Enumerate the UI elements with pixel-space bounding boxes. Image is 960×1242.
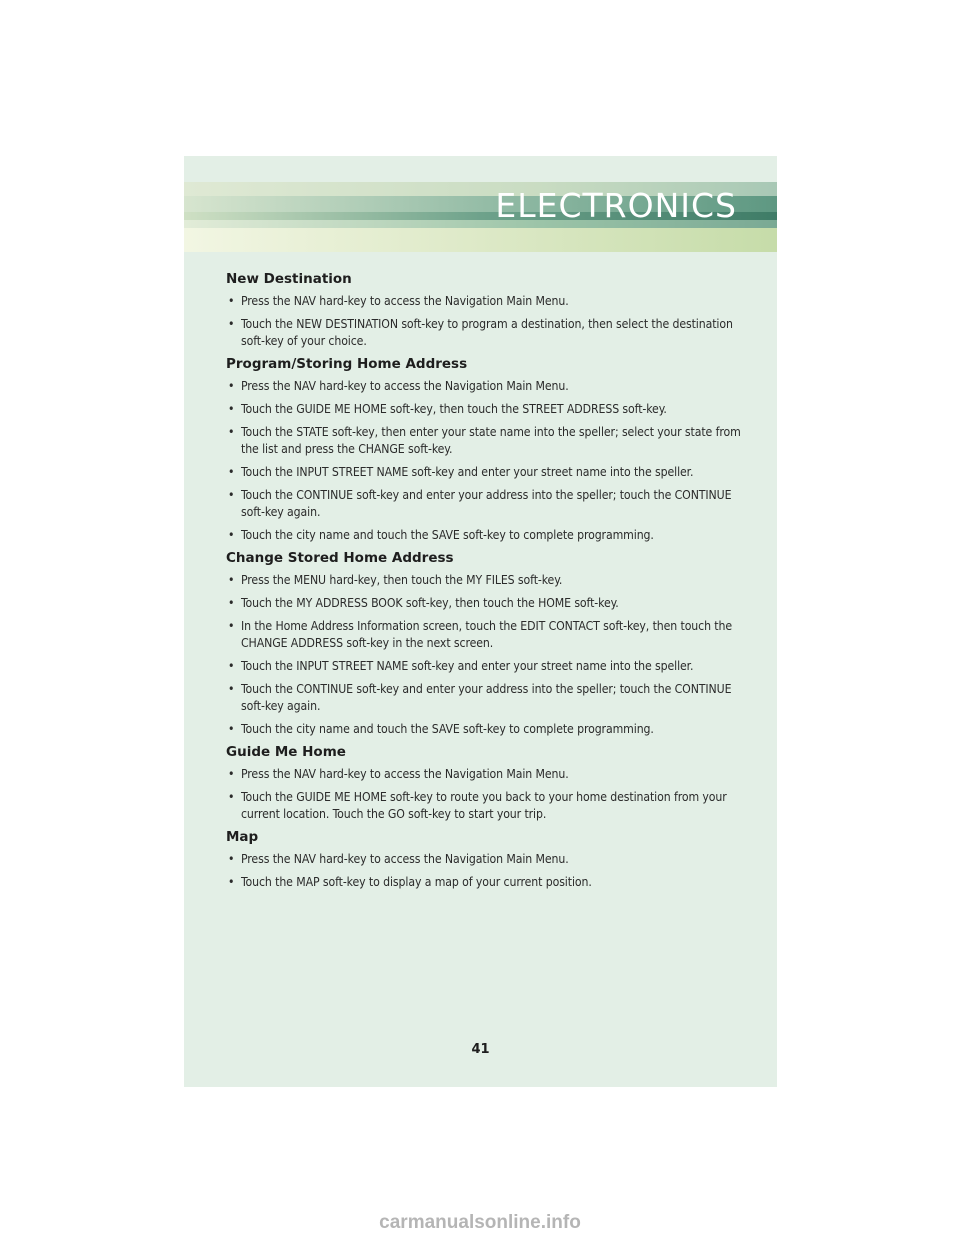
section-new-destination [226, 271, 746, 350]
list-item: • Touch the INPUT STREET NAME soft-key and enter your street name into the speller. [226, 464, 746, 481]
list-item: • In the Home Address Information screen, touch the EDIT CONTACT soft-key, then touch the CHANGE ADDRESS soft-key in the next screen. [226, 618, 746, 652]
section-guide-me-home [226, 744, 746, 823]
bullet-list [226, 572, 746, 738]
list-item: • Press the NAV hard-key to access the Navigation Main Menu. [226, 851, 746, 868]
section-map [226, 829, 746, 891]
page-number: 41 [471, 1042, 490, 1057]
list-item: • Touch the CONTINUE soft-key and enter your address into the speller; touch the CONTINUE soft-key again. [226, 681, 746, 715]
section-heading: Change Stored Home Address [226, 550, 454, 566]
bullet-list [226, 293, 746, 350]
list-item: • Touch the GUIDE ME HOME soft-key, then touch the STREET ADDRESS soft-key. [226, 401, 746, 418]
content [226, 267, 746, 897]
list-item: • Press the MENU hard-key, then touch the MY FILES soft-key. [226, 572, 746, 589]
list-item: • Touch the MY ADDRESS BOOK soft-key, then touch the HOME soft-key. [226, 595, 746, 612]
bullet-list [226, 766, 746, 823]
section-heading: Guide Me Home [226, 744, 346, 760]
list-item: • Touch the CONTINUE soft-key and enter your address into the speller; touch the CONTINUE soft-key again. [226, 487, 746, 521]
list-item: • Press the NAV hard-key to access the Navigation Main Menu. [226, 293, 746, 310]
section-heading: New Destination [226, 271, 352, 287]
list-item: • Press the NAV hard-key to access the Navigation Main Menu. [226, 378, 746, 395]
header-band [184, 228, 777, 252]
bullet-list [226, 851, 746, 891]
list-item: • Touch the city name and touch the SAVE soft-key to complete programming. [226, 721, 746, 738]
list-item: • Touch the INPUT STREET NAME soft-key and enter your street name into the speller. [226, 658, 746, 675]
list-item: • Press the NAV hard-key to access the Navigation Main Menu. [226, 766, 746, 783]
bullet-list [226, 378, 746, 544]
section-change-home-address [226, 550, 746, 738]
list-item: • Touch the city name and touch the SAVE soft-key to complete programming. [226, 527, 746, 544]
list-item: • Touch the STATE soft-key, then enter your state name into the speller; select your state from the list and press the CHANGE soft-key. [226, 424, 746, 458]
section-heading: Program/Storing Home Address [226, 356, 468, 372]
section-title: ELECTRONICS [495, 186, 737, 225]
section-program-home-address [226, 356, 746, 544]
list-item: • Touch the NEW DESTINATION soft-key to program a destination, then select the destination soft-key of your choice. [226, 316, 746, 350]
section-heading: Map [226, 829, 259, 845]
list-item: • Touch the MAP soft-key to display a map of your current position. [226, 874, 746, 891]
manual-page [184, 156, 777, 1087]
list-item: • Touch the GUIDE ME HOME soft-key to route you back to your home destination from your current location. Touch the GO soft-key to start your trip. [226, 789, 746, 823]
watermark: carmanualsonline.info [379, 1212, 581, 1233]
